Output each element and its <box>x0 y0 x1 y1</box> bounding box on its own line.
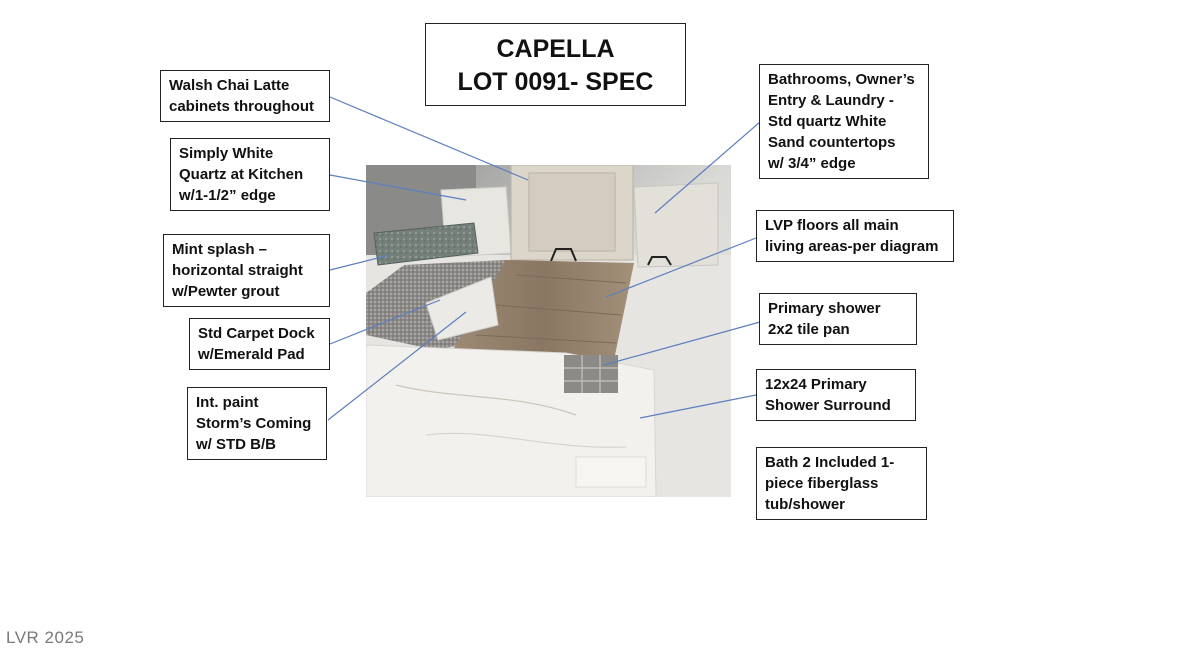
callout-lvp-line: LVP floors all main <box>765 217 899 234</box>
callout-splash-line: w/Pewter grout <box>172 283 280 300</box>
callout-bath-quartz-line: Std quartz White <box>768 113 887 130</box>
callout-lvp <box>756 210 954 262</box>
callout-bath-quartz-line: Entry & Laundry - <box>768 92 894 109</box>
callout-carpet <box>189 318 330 370</box>
callout-bath2-line: piece fiberglass <box>765 475 879 492</box>
callout-paint-line: Int. paint <box>196 394 259 411</box>
title-line-1: CAPELLA <box>496 35 615 63</box>
callout-shower-surround-line: Shower Surround <box>765 397 891 414</box>
watermark: LVR 2025 <box>6 628 85 647</box>
title-line-2: LOT 0091- SPEC <box>457 68 654 96</box>
callout-paint-line: w/ STD B/B <box>196 436 277 453</box>
callout-paint-line: Storm’s Coming <box>196 415 312 432</box>
callout-kitchen-quartz-line: Simply White <box>179 145 274 162</box>
callout-splash-line: Mint splash – <box>172 241 268 258</box>
callout-kitchen-quartz-line: Quartz at Kitchen <box>179 166 304 183</box>
callout-bath2-line: tub/shower <box>765 496 846 513</box>
callout-shower-surround <box>756 369 916 421</box>
callout-bath-quartz-line: Sand countertops <box>768 134 896 151</box>
callout-bath2 <box>756 447 927 520</box>
title-box <box>425 23 686 106</box>
callout-lvp-line: living areas-per diagram <box>765 238 939 255</box>
callout-splash-line: horizontal straight <box>172 262 303 279</box>
callout-shower-surround-line: 12x24 Primary <box>765 376 867 393</box>
materials-photo-drawing <box>366 165 731 497</box>
callout-bath2-line: Bath 2 Included 1- <box>765 454 895 471</box>
callout-cabinets-line: Walsh Chai Latte <box>169 77 290 94</box>
callout-kitchen-quartz <box>170 138 330 211</box>
callout-splash <box>163 234 330 307</box>
callout-bath-quartz-line: Bathrooms, Owner’s <box>768 71 915 88</box>
callout-cabinets <box>160 70 330 122</box>
callout-cabinets-line: cabinets throughout <box>169 98 314 115</box>
callout-kitchen-quartz-line: w/1-1/2” edge <box>179 187 276 204</box>
callout-shower-pan <box>759 293 917 345</box>
callout-paint <box>187 387 327 460</box>
callout-bath-quartz <box>759 64 929 179</box>
callout-shower-pan-line: Primary shower <box>768 300 881 317</box>
callout-carpet-line: w/Emerald Pad <box>198 346 305 363</box>
callout-bath-quartz-line: w/ 3/4” edge <box>768 155 856 172</box>
callout-carpet-line: Std Carpet Dock <box>198 325 315 342</box>
materials-photo <box>366 165 731 497</box>
callout-shower-pan-line: 2x2 tile pan <box>768 321 850 338</box>
